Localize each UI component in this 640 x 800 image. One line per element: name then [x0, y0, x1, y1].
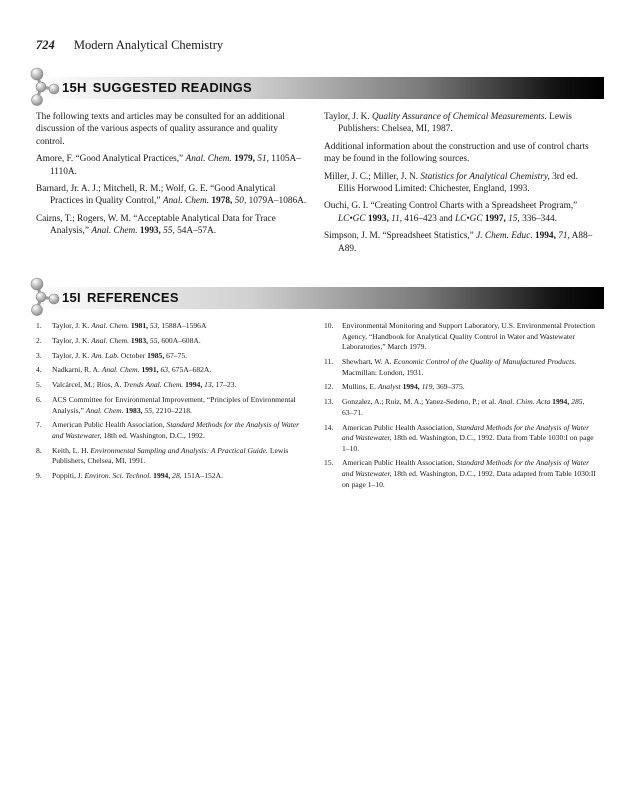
reference-item [324, 397, 596, 418]
reference-item [36, 380, 308, 391]
reference-text: Gonzalez, A.; Ruiz, M. A.; Yanez-Sedeno, P.; et al. Anal. Chim. Acta 1994, 285, 63–71. [342, 397, 585, 417]
reference-text: Taylor, J. K. Am. Lab. October 1985, 67–75. [52, 350, 188, 360]
reading-entry: Barnard, Jr. A. J.; Mitchell, R. M.; Wolf, G. E. “Good Analytical Practices in Quality Control,” Anal. Chem. 1978, 50, 1079A–1086A. [36, 184, 307, 207]
reference-number: 10. [324, 321, 334, 330]
references-left-column [36, 321, 308, 486]
reference-number: 9. [36, 471, 42, 481]
reference-text: American Public Health Association, Standard Methods for the Analysis of Water and Wastewater, 18th ed. Washington, D.C., 1992. [52, 420, 300, 440]
readings-note: Additional information about the construction and use of control charts may be found in the following sources. [324, 141, 589, 165]
reference-item [36, 321, 308, 332]
reference-item [36, 336, 308, 347]
reference-text: Poppiti, J. Environ. Sci. Technol. 1994, 28, 151A–152A. [52, 471, 223, 481]
reference-item [324, 458, 596, 490]
reference-item [36, 420, 308, 441]
reference-item [36, 446, 308, 467]
section-number: 15H [62, 80, 87, 95]
reading-entry: Taylor, J. K. Quality Assurance of Chemical Measurements. Lewis Publishers: Chelsea, MI, 1987. [324, 112, 572, 135]
references-right-column [324, 321, 596, 494]
readings-left-column [36, 111, 308, 243]
reference-number: 5. [36, 380, 42, 390]
reference-text: Shewhart, W. A. Economic Control of the Quality of Manufactured Products. Macmillan: London, 1931. [342, 356, 577, 377]
reading-entry: Ouchi, G. I. “Creating Control Charts with a Spreadsheet Program,” LC•GC 1993, 11, 416–423 and LC•GC 1997, 15, 336–344. [324, 201, 578, 224]
reference-item [324, 357, 596, 378]
suggested-readings-heading-bar [36, 77, 604, 99]
reference-text: Taylor, J. K. Anal. Chem. 1981, 53, 1588A–1596A [52, 321, 207, 330]
section-title [62, 80, 252, 95]
reference-number: 6. [36, 394, 42, 404]
reference-number: 7. [36, 420, 42, 430]
reference-text: Environmental Monitoring and Support Laboratory, U.S. Environmental Protection Agency, “Handbook for Analytical Quality Control in Water and Wastewater Laboratories,” March 1979. [342, 321, 596, 352]
readings-right-column [324, 111, 596, 260]
reference-text: American Public Health Association, Standard Methods for the Analysis of Water and Wastewater, 18th ed. Washington, D.C., 1992. Data adapted from Table 1030:II on page 1–10. [342, 458, 596, 489]
running-title: Modern Analytical Chemistry [73, 38, 224, 52]
reading-entry: Amore, F. “Good Analytical Practices,” Anal. Chem. 1979, 51, 1105A–1110A. [36, 154, 301, 177]
page-number: 724 [36, 38, 55, 52]
molecule-icon [28, 275, 62, 317]
section-title-text: REFERENCES [86, 290, 179, 305]
reference-item [36, 395, 308, 416]
running-head [36, 38, 223, 53]
reading-entry: Cairns, T.; Rogers, W. M. “Acceptable Analytical Data for Trace Analysis,” Anal. Chem. 1993, 55, 54A–57A. [36, 213, 276, 237]
reference-text: American Public Health Association, Standard Methods for the Analysis of Water and Wastewater, 18th ed. Washington, D.C., 1992. Data from Table 1030:I on page 1–10. [342, 422, 594, 453]
reference-number: 13. [324, 397, 334, 407]
reference-item [324, 321, 596, 353]
reference-text: Keith, L. H. Environmental Sampling and Analysis: A Practical Guide. Lewis Publishers, Chelsea, MI, 1991. [52, 445, 289, 466]
reference-item [36, 351, 308, 362]
reference-number: 3. [36, 350, 42, 360]
reading-entry: Miller, J. C.; Miller, J. N. Statistics for Analytical Chemistry, 3rd ed. Ellis Horwood Limited: Chichester, England, 1993. [324, 171, 578, 195]
section-number: 15I [62, 290, 81, 305]
section-title-text: SUGGESTED READINGS [92, 80, 253, 95]
reference-number: 8. [36, 445, 42, 455]
readings-intro: The following texts and articles may be consulted for an additional discussion of the various aspects of quality assurance and quality control. [36, 112, 285, 147]
reference-text: Nadkarni, R. A. Anal. Chem. 1991, 63, 675A–682A. [52, 365, 212, 375]
reference-item [324, 382, 596, 393]
section-title [62, 290, 179, 305]
molecule-icon [28, 65, 62, 107]
reference-item [324, 423, 596, 455]
reference-text: Mullins, E. Analyst 1994, 119, 369–375. [342, 382, 465, 392]
reference-number: 14. [324, 422, 334, 432]
reference-number: 15. [324, 458, 334, 468]
reference-number: 2. [36, 335, 42, 345]
reference-number: 4. [36, 365, 42, 375]
reference-number: 11. [324, 356, 334, 366]
reference-number: 12. [324, 382, 334, 392]
references-heading-bar [36, 287, 604, 309]
reading-entry: Simpson, J. M. “Spreadsheet Statistics,” J. Chem. Educ. 1994, 71, A88–A89. [324, 231, 593, 254]
reference-text: Taylor, J. K. Anal. Chem. 1983, 55, 600A–608A. [52, 335, 201, 345]
reference-text: ACS Committee for Environmental Improvement, “Principles of Environmental Analysis,” Anal. Chem. 1983, 55, 2210–2218. [52, 394, 296, 415]
reference-number: 1. [36, 321, 42, 330]
reference-item [36, 365, 308, 376]
reference-text: Valcárcel, M.; Ríos, A. Trends Anal. Chem. 1994, 13, 17–23. [52, 380, 237, 390]
reference-item [36, 471, 308, 482]
